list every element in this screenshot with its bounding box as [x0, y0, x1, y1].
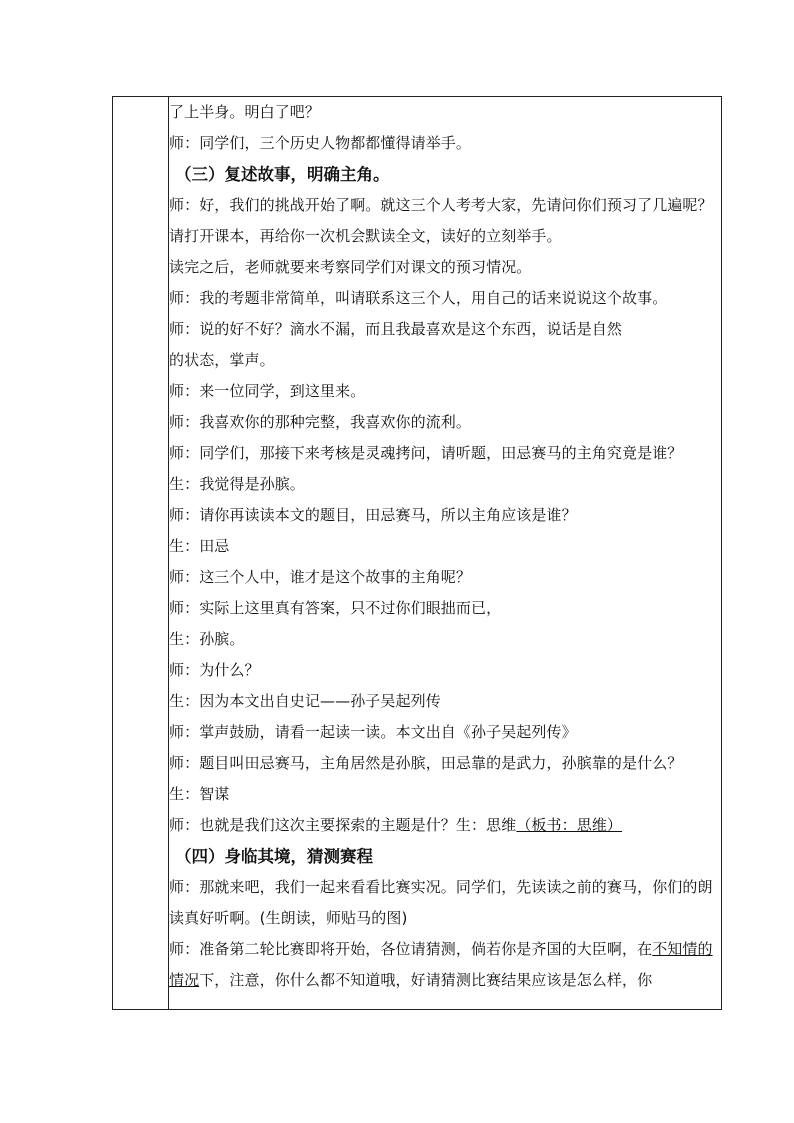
dialogue-line: 师：我喜欢你的那种完整，我喜欢你的流利。 — [169, 413, 472, 431]
dialogue-line: 生：智谋 — [169, 785, 230, 803]
dialogue-line: 生：孙膑。 — [169, 630, 245, 648]
dialogue-line: 生：我觉得是孙膑。 — [169, 475, 305, 493]
dialogue-line: 师：好，我们的挑战开始了啊。就这三个人考考大家，先请问你们预习了几遍呢？请打开课本，再给你一次机会默读全文，读好的立刻举手。 — [169, 196, 713, 245]
lesson-content-cell — [169, 97, 722, 1010]
lesson-table — [112, 96, 722, 1010]
line-text: 下，注意，你什么都不知道哦，好请猜测比赛结果应该是怎么样，你 — [199, 971, 653, 989]
dialogue-line — [169, 934, 721, 996]
dialogue-line: 师：请你再读读本文的题目，田忌赛马，所以主角应该是谁？ — [169, 506, 577, 524]
dialogue-line: 师：实际上这里真有答案，只不过你们眼拙而已， — [169, 599, 502, 617]
dialogue-line: 读完之后，老师就要来考察同学们对课文的预习情况。 — [169, 258, 532, 276]
dialogue-line: 师：那就来吧，我们一起来看看比赛实况。同学们，先读读之前的赛马，你们的朗读真好听啊。(生朗读，师贴马的图) — [169, 878, 713, 927]
dialogue-line: 了上半身。明白了吧？ — [169, 103, 321, 121]
dialogue-line: 师：同学们，三个历史人物都都懂得请举手。 — [169, 134, 472, 152]
line-text: 师：也就是我们这次主要探索的主题是什？生：思维 — [169, 816, 517, 834]
dialogue-line: 师：为什么？ — [169, 661, 260, 679]
dialogue-line: 的状态，掌声。 — [169, 351, 275, 369]
underlined-text: 不知情的情况 — [169, 940, 713, 989]
dialogue-line: 师：同学们，那接下来考核是灵魂拷问，请听题，田忌赛马的主角究竟是谁？ — [169, 444, 683, 462]
dialogue-line: 师：说的好不好？滴水不漏，而且我最喜欢是这个东西，说话是自然 — [169, 320, 623, 338]
section-heading: （三）复述故事，明确主角。 — [175, 165, 390, 184]
underlined-text: （板书：思维） — [516, 816, 623, 834]
dialogue-line: 生：因为本文出自史记——孙子吴起列传 — [169, 692, 441, 710]
dialogue-line — [169, 810, 721, 841]
dialogue-line: 师：我的考题非常简单，叫请联系这三个人，用自己的话来说说这个故事。 — [169, 289, 668, 307]
section-heading: （四）身临其境，猜测赛程 — [175, 847, 373, 866]
dialogue-line: 师：这三个人中，谁才是这个故事的主角呢？ — [169, 568, 472, 586]
left-column-cell — [113, 97, 169, 1010]
line-text: 师：准备第二轮比赛即将开始，各位请猜测，倘若你是齐国的大臣啊，在 — [169, 940, 653, 958]
table-row — [113, 97, 722, 1010]
dialogue-line: 师：题目叫田忌赛马，主角居然是孙膑，田忌靠的是武力，孙膑靠的是什么？ — [169, 754, 683, 772]
dialogue-line: 师：来一位同学，到这里来。 — [169, 382, 366, 400]
dialogue-line: 生：田忌 — [169, 537, 230, 555]
dialogue-line: 师：掌声鼓励，请看一起读一读。本文出自《孙子吴起列传》 — [169, 723, 577, 741]
